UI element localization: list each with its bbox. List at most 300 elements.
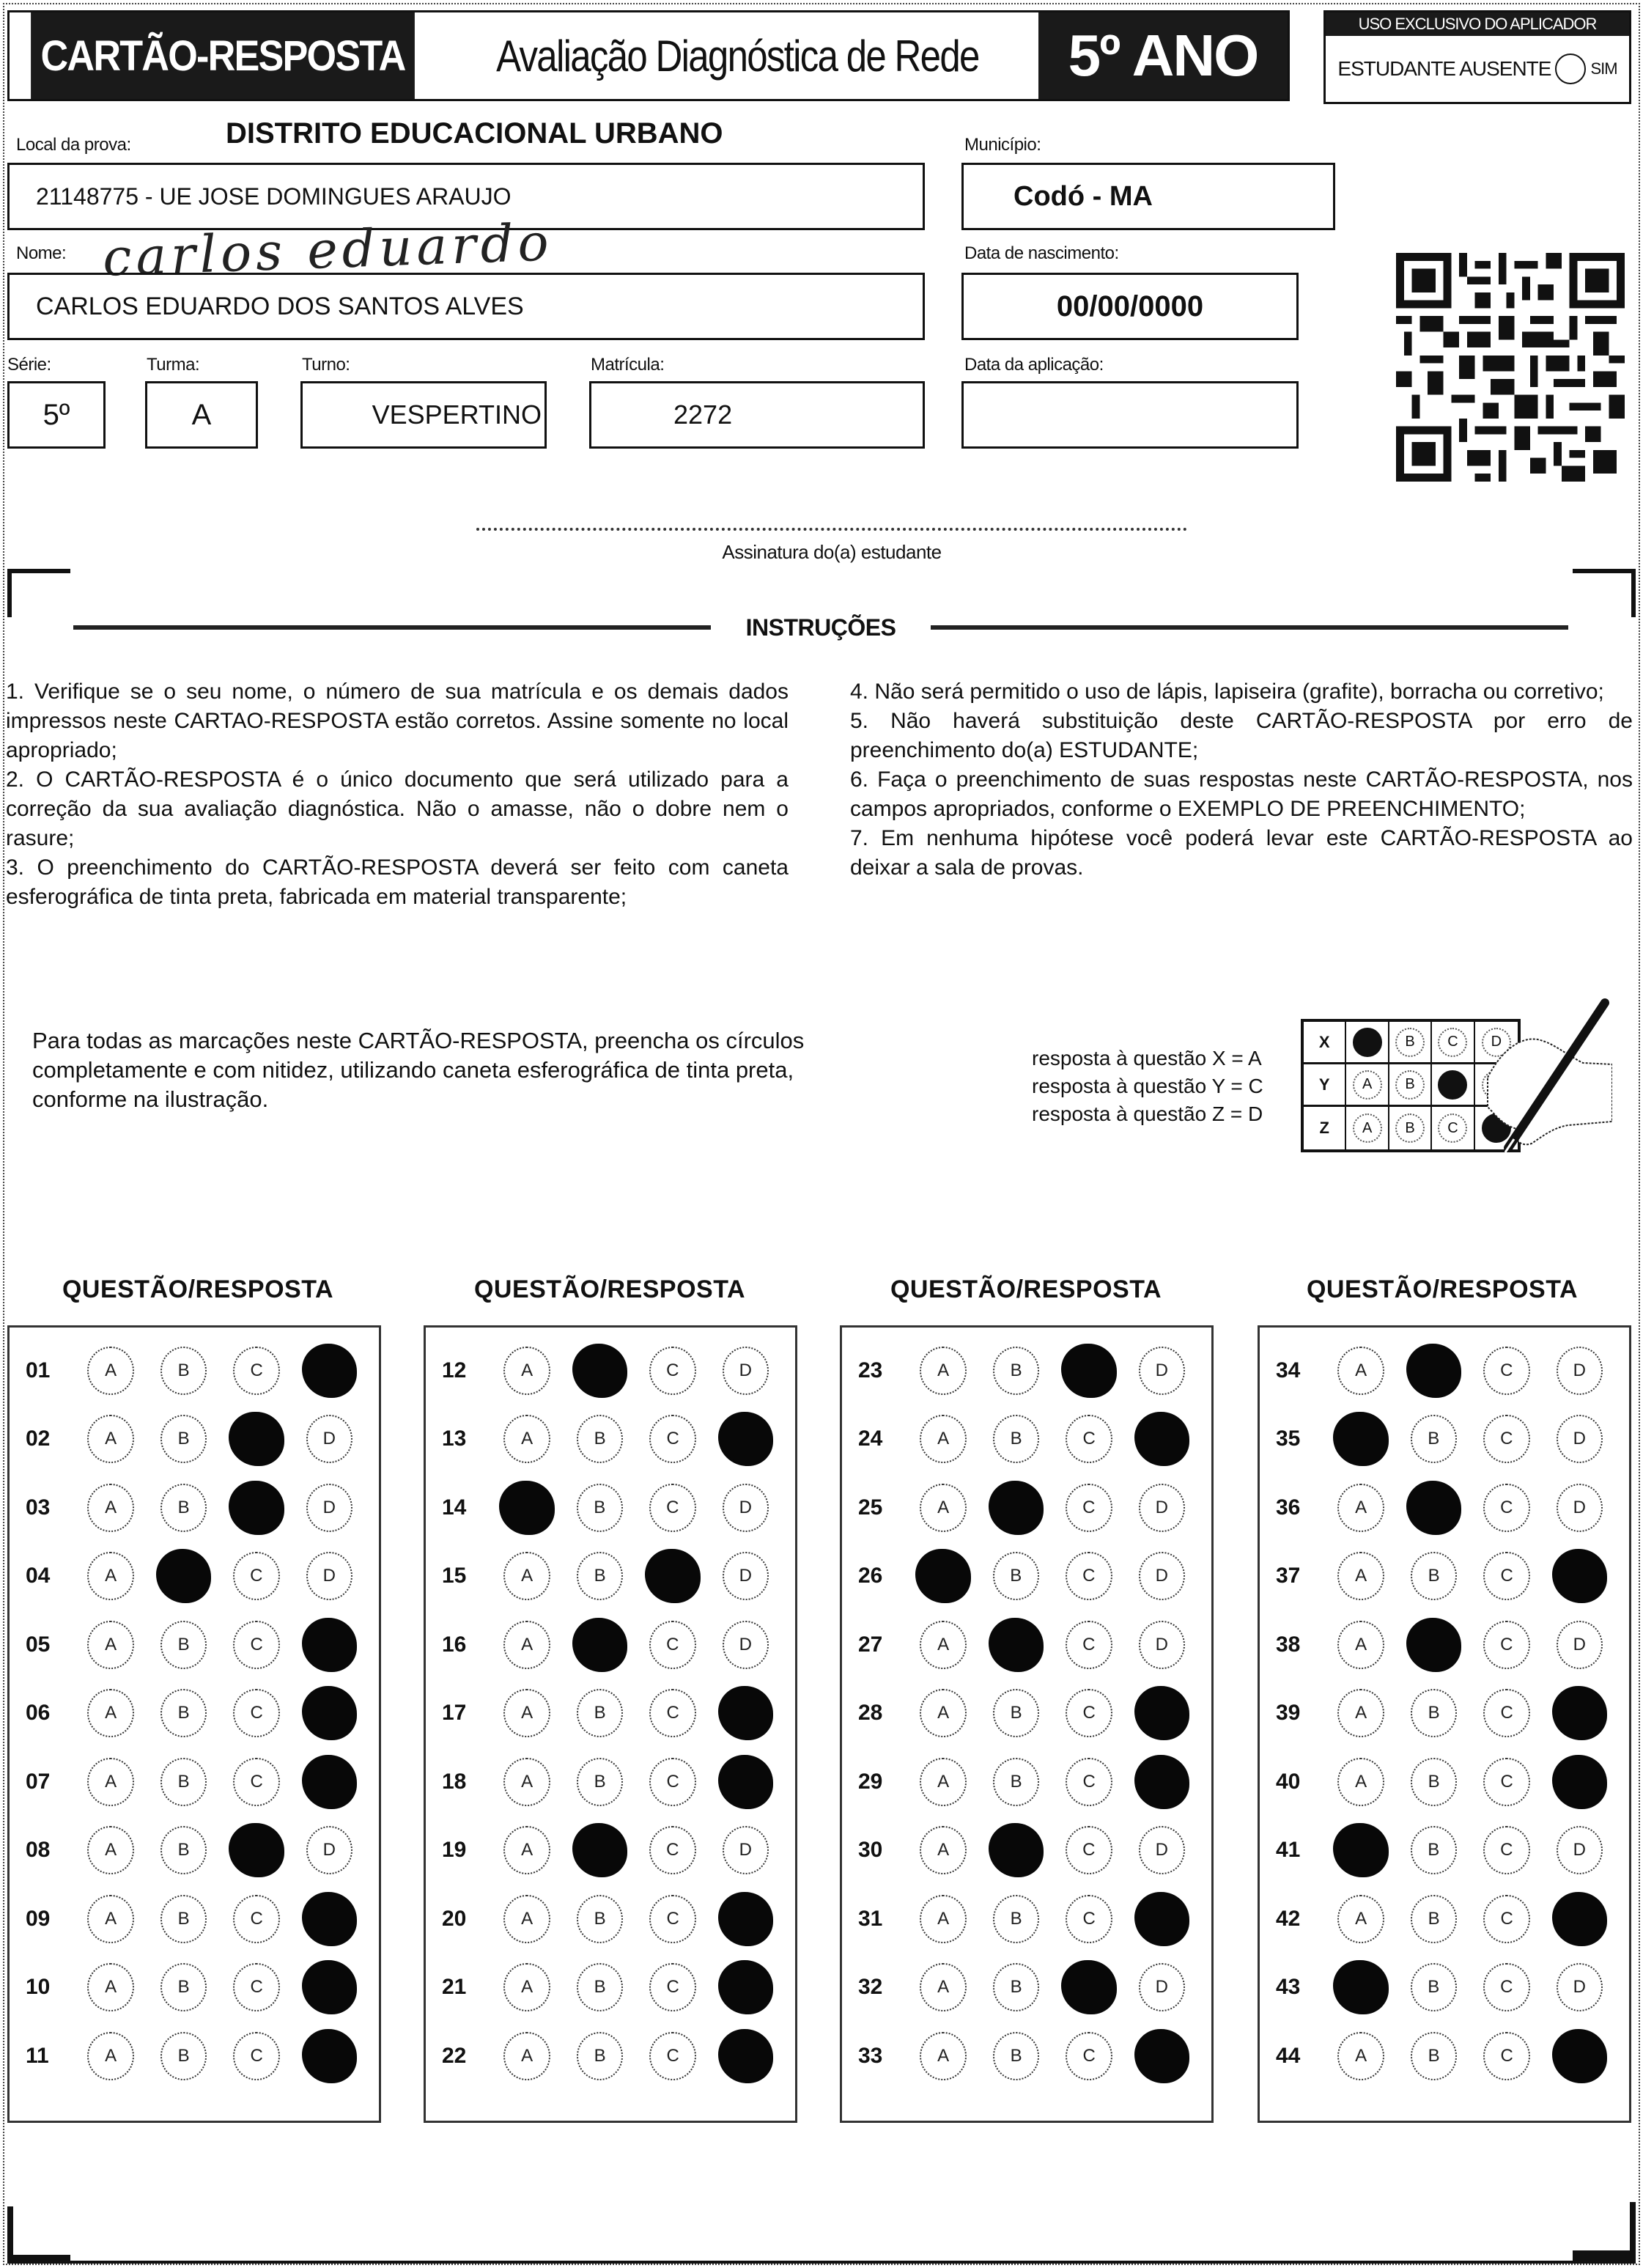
answer-bubble-d[interactable]	[718, 1960, 773, 2014]
applicator-box	[1323, 10, 1631, 104]
answer-bubble-b[interactable]: B	[1411, 1826, 1457, 1874]
question-row	[842, 2022, 1211, 2091]
question-number: 43	[1276, 1975, 1301, 2000]
answer-bubble-c[interactable]: C	[1066, 1415, 1112, 1463]
answer-bubble-b[interactable]: B	[160, 1621, 207, 1669]
answer-bubble-c[interactable]: C	[1066, 1758, 1112, 1806]
question-row	[1260, 1610, 1629, 1679]
answer-column-3	[840, 1325, 1214, 2123]
answer-bubble-a[interactable]: A	[1337, 1758, 1384, 1806]
municipio-label: Município:	[964, 135, 1041, 155]
example-bubble: B	[1395, 1070, 1425, 1100]
example-bubble: A	[1353, 1070, 1382, 1100]
answer-bubble-b[interactable]: B	[160, 1689, 207, 1737]
answer-bubble-d[interactable]: D	[1139, 1347, 1185, 1395]
example-cell	[1346, 1022, 1389, 1062]
answer-column-2	[424, 1325, 797, 2123]
answer-bubble-a[interactable]	[1333, 1960, 1388, 2014]
answer-bubble-d[interactable]: D	[1557, 1415, 1603, 1463]
question-number: 27	[858, 1632, 883, 1657]
question-number: 19	[442, 1838, 467, 1863]
corner-mark-top-left-h	[7, 569, 70, 573]
answer-bubble-d[interactable]	[718, 1686, 773, 1740]
answer-bubble-c[interactable]: C	[1483, 1484, 1529, 1532]
question-row	[1260, 1816, 1629, 1885]
question-row	[842, 1816, 1211, 1885]
answer-bubble-c[interactable]: C	[233, 1347, 279, 1395]
question-number: 13	[442, 1426, 467, 1451]
answer-bubble-b[interactable]: B	[160, 1484, 207, 1532]
answer-bubble-c[interactable]: C	[649, 1758, 695, 1806]
answer-bubble-d[interactable]: D	[1557, 1347, 1603, 1395]
question-number: 18	[442, 1769, 467, 1794]
answer-bubble-c[interactable]: C	[1066, 1484, 1112, 1532]
answer-bubble-a[interactable]: A	[503, 1758, 550, 1806]
question-row	[426, 1816, 795, 1885]
answer-bubble-b[interactable]: B	[577, 1415, 623, 1463]
answer-bubble-a[interactable]: A	[503, 1347, 550, 1395]
answer-bubble-b[interactable]: B	[160, 2032, 207, 2080]
signature-label: Assinatura do(a) estudante	[722, 541, 942, 563]
answer-bubble-a[interactable]: A	[87, 1415, 133, 1463]
question-row	[1260, 1336, 1629, 1405]
answer-bubble-c[interactable]	[1061, 1344, 1116, 1398]
answer-bubble-c[interactable]: C	[1066, 1826, 1112, 1874]
answer-bubble-b[interactable]: B	[993, 1758, 1039, 1806]
answer-bubble-d[interactable]	[1552, 1892, 1607, 1946]
question-number: 03	[26, 1495, 51, 1520]
matricula-label: Matrícula:	[591, 355, 665, 375]
example-cell	[1432, 1064, 1474, 1105]
answer-bubble-a[interactable]: A	[503, 1552, 550, 1600]
example-bubble: C	[1438, 1113, 1467, 1143]
instruction-4: 4. Não será permitido o uso de lápis, lapiseira (grafite), borracha ou corretivo;	[850, 680, 1604, 704]
serie-value: 5º	[43, 398, 70, 431]
answer-bubble-b[interactable]	[572, 1823, 627, 1877]
nome-label: Nome:	[16, 243, 67, 263]
answer-bubble-d[interactable]	[1134, 2029, 1189, 2083]
answer-bubble-c[interactable]: C	[1483, 1552, 1529, 1600]
example-bubble	[1438, 1070, 1467, 1100]
answer-bubble-a[interactable]	[1333, 1823, 1388, 1877]
grade-badge: 5º ANO	[1038, 12, 1288, 99]
example-cell	[1346, 1064, 1389, 1105]
question-row	[10, 1816, 379, 1885]
bottom-rule	[7, 2261, 1636, 2264]
answer-bubble-a[interactable]: A	[503, 1963, 550, 2011]
question-number: 09	[26, 1906, 51, 1931]
aplicacao-field[interactable]	[961, 381, 1299, 449]
instructions-right	[850, 677, 1633, 883]
answer-bubble-c[interactable]: C	[649, 2032, 695, 2080]
answer-bubble-b[interactable]: B	[160, 1415, 207, 1463]
answer-bubble-d[interactable]: D	[723, 1484, 769, 1532]
answer-bubble-a[interactable]: A	[1337, 1621, 1384, 1669]
answer-bubble-d[interactable]: D	[1139, 1963, 1185, 2011]
answer-bubble-a[interactable]: A	[920, 1621, 966, 1669]
answer-bubble-c[interactable]: C	[649, 1689, 695, 1737]
answer-bubble-c[interactable]: C	[1066, 2032, 1112, 2080]
answer-bubble-b[interactable]: B	[160, 1963, 207, 2011]
answer-bubble-c[interactable]	[1061, 1960, 1116, 2014]
evaluation-title	[436, 12, 1038, 99]
question-number: 26	[858, 1564, 883, 1588]
answer-bubble-b[interactable]: B	[993, 2032, 1039, 2080]
answer-bubble-d[interactable]: D	[306, 1484, 352, 1532]
question-row	[1260, 1473, 1629, 1542]
answer-bubble-d[interactable]: D	[306, 1826, 352, 1874]
answer-bubble-a[interactable]: A	[1337, 1552, 1384, 1600]
answer-bubble-b[interactable]	[1406, 1481, 1461, 1535]
answer-bubble-b[interactable]: B	[160, 1758, 207, 1806]
answer-bubble-c[interactable]: C	[233, 1552, 279, 1600]
answer-bubble-d[interactable]: D	[723, 1826, 769, 1874]
answer-bubble-b[interactable]: B	[577, 1552, 623, 1600]
example-cell	[1346, 1107, 1389, 1149]
answer-bubble-b[interactable]: B	[577, 1963, 623, 2011]
answer-bubble-b[interactable]: B	[1411, 1895, 1457, 1943]
question-number: 06	[26, 1701, 51, 1726]
answer-bubble-b[interactable]	[572, 1344, 627, 1398]
example-legend-y: resposta à questão Y = C	[1032, 1075, 1263, 1097]
answer-bubble-b[interactable]	[1406, 1618, 1461, 1672]
question-number: 07	[26, 1769, 51, 1794]
example-legend-z: resposta à questão Z = D	[1032, 1102, 1263, 1125]
question-row	[842, 1405, 1211, 1474]
answer-bubble-b[interactable]	[1406, 1344, 1461, 1398]
evaluation-title-text: Avaliação Diagnóstica de Rede	[495, 31, 979, 81]
answer-bubble-a[interactable]: A	[87, 1758, 133, 1806]
answer-bubble-b[interactable]: B	[577, 1895, 623, 1943]
question-number: 41	[1276, 1838, 1301, 1863]
answer-bubble-d[interactable]: D	[1139, 1621, 1185, 1669]
answer-bubble-a[interactable]: A	[87, 1689, 133, 1737]
nascimento-field	[961, 273, 1299, 340]
answer-bubble-d[interactable]	[302, 1618, 357, 1672]
answer-bubble-b[interactable]	[156, 1549, 211, 1603]
answer-bubble-a[interactable]: A	[920, 1758, 966, 1806]
question-row	[10, 1885, 379, 1954]
answer-column-1	[7, 1325, 381, 2123]
turma-label: Turma:	[147, 355, 200, 375]
answer-bubble-a[interactable]: A	[503, 1415, 550, 1463]
answer-bubble-a[interactable]: A	[920, 1415, 966, 1463]
example-cell	[1389, 1064, 1432, 1105]
answer-bubble-a[interactable]: A	[920, 1484, 966, 1532]
answer-bubble-d[interactable]: D	[1139, 1826, 1185, 1874]
question-number: 30	[858, 1838, 883, 1863]
answer-bubble-a[interactable]: A	[87, 1347, 133, 1395]
example-row-label: Z	[1304, 1107, 1346, 1149]
answer-bubble-b[interactable]: B	[1411, 1963, 1457, 2011]
answer-bubble-a[interactable]: A	[87, 1963, 133, 2011]
question-number: 08	[26, 1838, 51, 1863]
answer-bubble-c[interactable]: C	[649, 1963, 695, 2011]
question-row	[10, 1748, 379, 1816]
answer-bubble-b[interactable]	[989, 1618, 1044, 1672]
answer-bubble-b[interactable]: B	[993, 1552, 1039, 1600]
answer-bubble-a[interactable]: A	[920, 1895, 966, 1943]
question-number: 02	[26, 1426, 51, 1451]
example-row-label: Y	[1304, 1064, 1346, 1105]
answer-bubble-a[interactable]: A	[1337, 1895, 1384, 1943]
question-row	[842, 1610, 1211, 1679]
answer-bubble-d[interactable]	[1134, 1412, 1189, 1466]
example-bubble	[1353, 1028, 1382, 1057]
absent-bubble[interactable]	[1555, 54, 1586, 84]
question-number: 24	[858, 1426, 883, 1451]
answer-bubble-c[interactable]: C	[233, 1895, 279, 1943]
answer-bubble-a[interactable]: A	[1337, 2032, 1384, 2080]
question-number: 25	[858, 1495, 883, 1520]
answer-bubble-a[interactable]: A	[87, 1552, 133, 1600]
answer-bubble-c[interactable]: C	[233, 1758, 279, 1806]
example-cell	[1432, 1022, 1474, 1062]
question-number: 16	[442, 1632, 467, 1657]
answer-bubble-a[interactable]: A	[920, 1826, 966, 1874]
answer-bubble-a[interactable]: A	[1337, 1347, 1384, 1395]
example-bubble: D	[1482, 1028, 1511, 1057]
answer-bubble-d[interactable]	[302, 1344, 357, 1398]
answer-bubble-a[interactable]: A	[920, 1689, 966, 1737]
answer-bubble-d[interactable]: D	[1557, 1826, 1603, 1874]
answer-column-header: QUESTÃO/RESPOSTA	[1306, 1275, 1579, 1303]
answer-bubble-b[interactable]: B	[1411, 1689, 1457, 1737]
serie-field	[7, 381, 106, 449]
answer-bubble-d[interactable]: D	[306, 1552, 352, 1600]
answer-bubble-c[interactable]	[645, 1549, 700, 1603]
hand-with-pen-icon	[1473, 997, 1612, 1166]
question-number: 36	[1276, 1495, 1301, 1520]
question-row	[10, 2022, 379, 2091]
question-number: 29	[858, 1769, 883, 1794]
answer-bubble-b[interactable]: B	[1411, 1552, 1457, 1600]
answer-bubble-d[interactable]: D	[1139, 1552, 1185, 1600]
turma-field	[145, 381, 258, 449]
question-row	[842, 1885, 1211, 1954]
answer-bubble-d[interactable]	[718, 2029, 773, 2083]
corner-mark-top-left	[7, 569, 12, 617]
question-number: 32	[858, 1975, 883, 2000]
question-row	[426, 1748, 795, 1816]
question-row	[842, 1542, 1211, 1611]
answer-bubble-c[interactable]: C	[1483, 1895, 1529, 1943]
answer-bubble-d[interactable]	[1134, 1686, 1189, 1740]
answer-bubble-d[interactable]	[302, 1892, 357, 1946]
answer-bubble-b[interactable]: B	[993, 1963, 1039, 2011]
answer-bubble-c[interactable]: C	[1066, 1689, 1112, 1737]
question-row	[1260, 1954, 1629, 2022]
answer-bubble-a[interactable]: A	[503, 1689, 550, 1737]
fill-note: Para todas as marcações neste CARTÃO-RESPOSTA, preencha os círculos completamente e com nitidez, utilizando caneta esferográfica de tinta preta, conforme na ilustração.	[32, 1028, 805, 1112]
answer-bubble-a[interactable]	[1333, 1412, 1388, 1466]
answer-bubble-d[interactable]: D	[723, 1621, 769, 1669]
answer-bubble-c[interactable]: C	[233, 1621, 279, 1669]
answer-bubble-b[interactable]	[989, 1481, 1044, 1535]
answer-bubble-a[interactable]: A	[503, 1826, 550, 1874]
answer-bubble-a[interactable]: A	[87, 1484, 133, 1532]
question-row	[842, 1336, 1211, 1405]
answer-bubble-a[interactable]: A	[87, 1826, 133, 1874]
answer-bubble-a[interactable]: A	[1337, 1484, 1384, 1532]
answer-bubble-a[interactable]: A	[503, 1895, 550, 1943]
absent-label: ESTUDANTE AUSENTE	[1337, 57, 1551, 80]
answer-bubble-c[interactable]: C	[233, 1963, 279, 2011]
answer-bubble-d[interactable]	[718, 1755, 773, 1809]
answer-bubble-d[interactable]	[302, 1686, 357, 1740]
instructions-title: INSTRUÇÕES	[745, 614, 896, 641]
answer-bubble-c[interactable]: C	[1483, 1415, 1529, 1463]
answer-bubble-c[interactable]: C	[233, 2032, 279, 2080]
nascimento-value: 00/00/0000	[1056, 290, 1204, 323]
answer-bubble-c[interactable]: C	[649, 1895, 695, 1943]
local-label: Local da prova:	[16, 135, 131, 155]
answer-bubble-d[interactable]: D	[1557, 1621, 1603, 1669]
answer-bubble-c[interactable]: C	[1483, 1621, 1529, 1669]
answer-bubble-b[interactable]: B	[577, 1758, 623, 1806]
question-row	[426, 1954, 795, 2022]
nome-field	[7, 273, 925, 340]
answer-bubble-d[interactable]	[1552, 1686, 1607, 1740]
answer-bubble-b[interactable]: B	[1411, 2032, 1457, 2080]
municipio-field	[961, 163, 1335, 230]
answer-bubble-b[interactable]: B	[993, 1689, 1039, 1737]
answer-bubble-d[interactable]	[1552, 1549, 1607, 1603]
answer-bubble-b[interactable]: B	[993, 1347, 1039, 1395]
question-row	[842, 1473, 1211, 1542]
answer-bubble-c[interactable]	[229, 1823, 284, 1877]
answer-bubble-c[interactable]: C	[1483, 2032, 1529, 2080]
question-number: 10	[26, 1975, 51, 2000]
answer-bubble-b[interactable]: B	[577, 1484, 623, 1532]
turno-value: VESPERTINO	[372, 400, 542, 430]
answer-bubble-b[interactable]: B	[577, 1689, 623, 1737]
answer-bubble-d[interactable]: D	[306, 1415, 352, 1463]
answer-bubble-d[interactable]: D	[1557, 1484, 1603, 1532]
nascimento-label: Data de nascimento:	[964, 243, 1119, 263]
answer-bubble-b[interactable]: B	[993, 1895, 1039, 1943]
instruction-1: 1. Verifique se o seu nome, o número de sua matrícula e os demais dados impressos neste CARTAO-RESPOSTA estão corretos. Assine somente no local apropriado;	[6, 680, 789, 762]
answer-bubble-d[interactable]	[1134, 1892, 1189, 1946]
answer-bubble-d[interactable]: D	[1139, 1484, 1185, 1532]
answer-bubble-d[interactable]	[302, 1960, 357, 2014]
answer-bubble-a[interactable]: A	[503, 2032, 550, 2080]
question-row	[842, 1748, 1211, 1816]
instruction-5: 5. Não haverá substituição deste CARTÃO-RESPOSTA por erro de preenchimento do(a) ESTUDANTE;	[850, 709, 1633, 762]
answer-bubble-c[interactable]	[229, 1412, 284, 1466]
answer-bubble-c[interactable]: C	[1483, 1826, 1529, 1874]
answer-bubble-a[interactable]: A	[1337, 1689, 1384, 1737]
answer-bubble-b[interactable]: B	[160, 1826, 207, 1874]
question-row	[426, 1336, 795, 1405]
answer-bubble-a[interactable]: A	[503, 1621, 550, 1669]
answer-bubble-c[interactable]: C	[649, 1415, 695, 1463]
answer-bubble-b[interactable]: B	[577, 2032, 623, 2080]
answer-bubble-b[interactable]: B	[1411, 1415, 1457, 1463]
answer-bubble-b[interactable]	[572, 1618, 627, 1672]
question-number: 23	[858, 1358, 883, 1382]
question-number: 42	[1276, 1906, 1301, 1931]
answer-bubble-a[interactable]: A	[87, 2032, 133, 2080]
answer-bubble-c[interactable]: C	[649, 1484, 695, 1532]
serie-label: Série:	[7, 355, 51, 375]
example-legend	[1032, 1045, 1263, 1128]
answer-bubble-d[interactable]	[1134, 1755, 1189, 1809]
question-row	[10, 1542, 379, 1611]
answer-bubble-b[interactable]: B	[160, 1895, 207, 1943]
answer-bubble-d[interactable]	[1552, 1755, 1607, 1809]
answer-bubble-a[interactable]: A	[920, 2032, 966, 2080]
answer-bubble-c[interactable]: C	[1483, 1963, 1529, 2011]
example-bubble: A	[1353, 1113, 1382, 1143]
card-title: CARTÃO-RESPOSTA	[31, 12, 415, 99]
answer-bubble-d[interactable]	[302, 2029, 357, 2083]
answer-bubble-c[interactable]: C	[233, 1689, 279, 1737]
question-number: 33	[858, 2043, 883, 2068]
answer-bubble-d[interactable]: D	[723, 1347, 769, 1395]
answer-bubble-a[interactable]	[499, 1481, 554, 1535]
answer-bubble-c[interactable]: C	[1066, 1621, 1112, 1669]
question-row	[426, 1885, 795, 1954]
answer-bubble-d[interactable]: D	[1557, 1963, 1603, 2011]
answer-bubble-a[interactable]: A	[920, 1963, 966, 2011]
instruction-6: 6. Faça o preenchimento de suas respostas neste CARTÃO-RESPOSTA, nos campos apropriados, conforme o EXEMPLO DE PREENCHIMENTO;	[850, 767, 1633, 821]
answer-bubble-c[interactable]: C	[1483, 1347, 1529, 1395]
answer-column-4	[1258, 1325, 1631, 2123]
question-number: 38	[1276, 1632, 1301, 1657]
question-row	[1260, 1679, 1629, 1748]
answer-bubble-c[interactable]: C	[1483, 1689, 1529, 1737]
answer-bubble-b[interactable]	[989, 1823, 1044, 1877]
question-number: 31	[858, 1906, 883, 1931]
example-bubble: B	[1395, 1113, 1425, 1143]
answer-bubble-d[interactable]: D	[723, 1552, 769, 1600]
question-row	[426, 1610, 795, 1679]
question-row	[10, 1610, 379, 1679]
question-row	[1260, 1542, 1629, 1611]
answer-bubble-d[interactable]	[718, 1892, 773, 1946]
answer-bubble-a[interactable]: A	[87, 1621, 133, 1669]
corner-mark-bottom-left	[7, 2206, 13, 2262]
answer-bubble-b[interactable]: B	[160, 1347, 207, 1395]
answer-bubble-b[interactable]: B	[993, 1415, 1039, 1463]
answer-bubble-c[interactable]: C	[649, 1347, 695, 1395]
answer-bubble-c[interactable]: C	[649, 1621, 695, 1669]
answer-bubble-b[interactable]: B	[1411, 1758, 1457, 1806]
answer-bubble-c[interactable]: C	[1066, 1552, 1112, 1600]
question-number: 37	[1276, 1564, 1301, 1588]
nome-value: CARLOS EDUARDO DOS SANTOS ALVES	[36, 292, 524, 320]
answer-bubble-d[interactable]	[718, 1412, 773, 1466]
example-bubble: B	[1395, 1028, 1425, 1057]
question-row	[10, 1473, 379, 1542]
answer-bubble-c[interactable]: C	[649, 1826, 695, 1874]
answer-bubble-c[interactable]	[229, 1481, 284, 1535]
example-cell	[1432, 1107, 1474, 1149]
question-number: 05	[26, 1632, 51, 1657]
answer-bubble-a[interactable]: A	[920, 1347, 966, 1395]
applicator-box-title: USO EXCLUSIVO DO APLICADOR	[1326, 12, 1629, 36]
answer-bubble-a[interactable]: A	[87, 1895, 133, 1943]
answer-bubble-c[interactable]: C	[1066, 1895, 1112, 1943]
signature-line[interactable]	[476, 528, 1187, 531]
answer-bubble-d[interactable]	[1552, 2029, 1607, 2083]
answer-bubble-a[interactable]	[915, 1549, 970, 1603]
instructions-heading	[73, 613, 1568, 642]
answer-bubble-d[interactable]	[302, 1755, 357, 1809]
answer-bubble-c[interactable]: C	[1483, 1758, 1529, 1806]
question-row	[842, 1954, 1211, 2022]
